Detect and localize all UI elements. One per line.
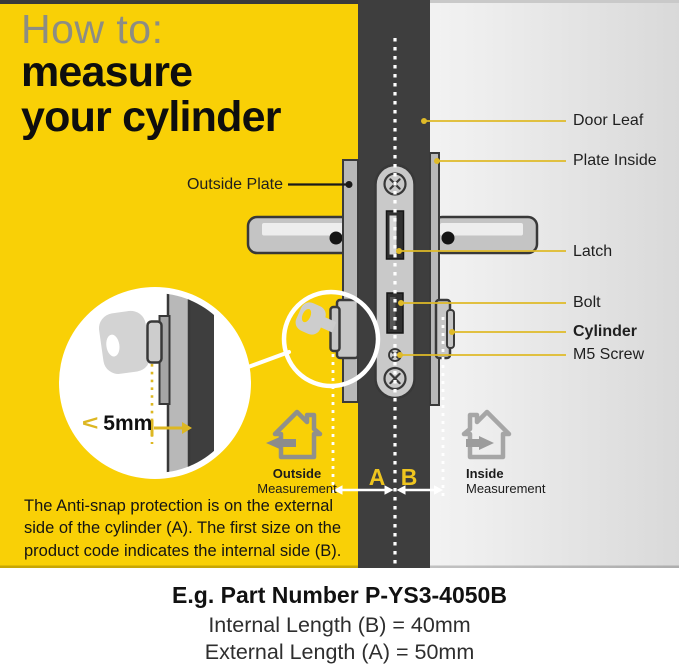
callout-cylinder: Cylinder	[573, 323, 638, 340]
callout-outside-plate: Outside Plate	[186, 176, 283, 193]
callout-latch: Latch	[573, 243, 613, 260]
title-line-1: measure	[21, 48, 193, 96]
inside-measurement-label	[466, 466, 576, 496]
note-line-1: The Anti-snap protection is on the external	[24, 497, 334, 515]
title-line-2: your cylinder	[21, 93, 281, 141]
note-line-3: product code indicates the internal side (B).	[24, 541, 342, 560]
label-b: B	[400, 464, 418, 490]
inset-5mm-value: 5mm	[103, 412, 153, 435]
note-line-2: side of the cylinder (A). The first size on the	[24, 519, 342, 538]
top-edge-strip	[0, 0, 358, 4]
internal-length-line: Internal Length (B) = 40mm	[208, 613, 471, 637]
latch-bar-outside	[248, 217, 354, 253]
label-a: A	[368, 464, 386, 490]
anti-snap-note	[24, 495, 341, 562]
latch-bar-inside	[433, 217, 537, 253]
outside-measurement-label	[250, 466, 344, 496]
inset-5mm-label	[81, 412, 153, 436]
callout-m5-screw: M5 Screw	[573, 346, 645, 363]
outside-label-line1: Outside	[272, 466, 322, 481]
key-icon	[97, 309, 152, 376]
external-length-line: External Length (A) = 50mm	[204, 640, 475, 664]
inset-cylinder-nose	[148, 322, 162, 363]
callout-plate-inside: Plate Inside	[573, 152, 657, 169]
less-than-symbol: <	[81, 412, 99, 435]
eyebrow-how-to: How to:	[21, 6, 164, 52]
page-title	[21, 50, 281, 140]
callout-bolt: Bolt	[573, 294, 601, 311]
magnifier-circle-large	[59, 287, 251, 480]
callout-door-leaf: Door Leaf	[573, 112, 644, 129]
inside-plate-shape	[430, 153, 439, 405]
outside-plate-shape	[343, 160, 358, 402]
inside-label-line2: Measurement	[466, 481, 546, 496]
inside-label-line1: Inside	[466, 466, 504, 481]
inset-door	[188, 288, 214, 480]
top-edge-strip-right	[430, 0, 679, 3]
outside-label-line2: Measurement	[257, 481, 337, 496]
bottom-edge-strip	[0, 566, 679, 569]
inset-plate	[168, 288, 189, 480]
part-number-example: E.g. Part Number P-YS3-4050B	[172, 582, 507, 608]
